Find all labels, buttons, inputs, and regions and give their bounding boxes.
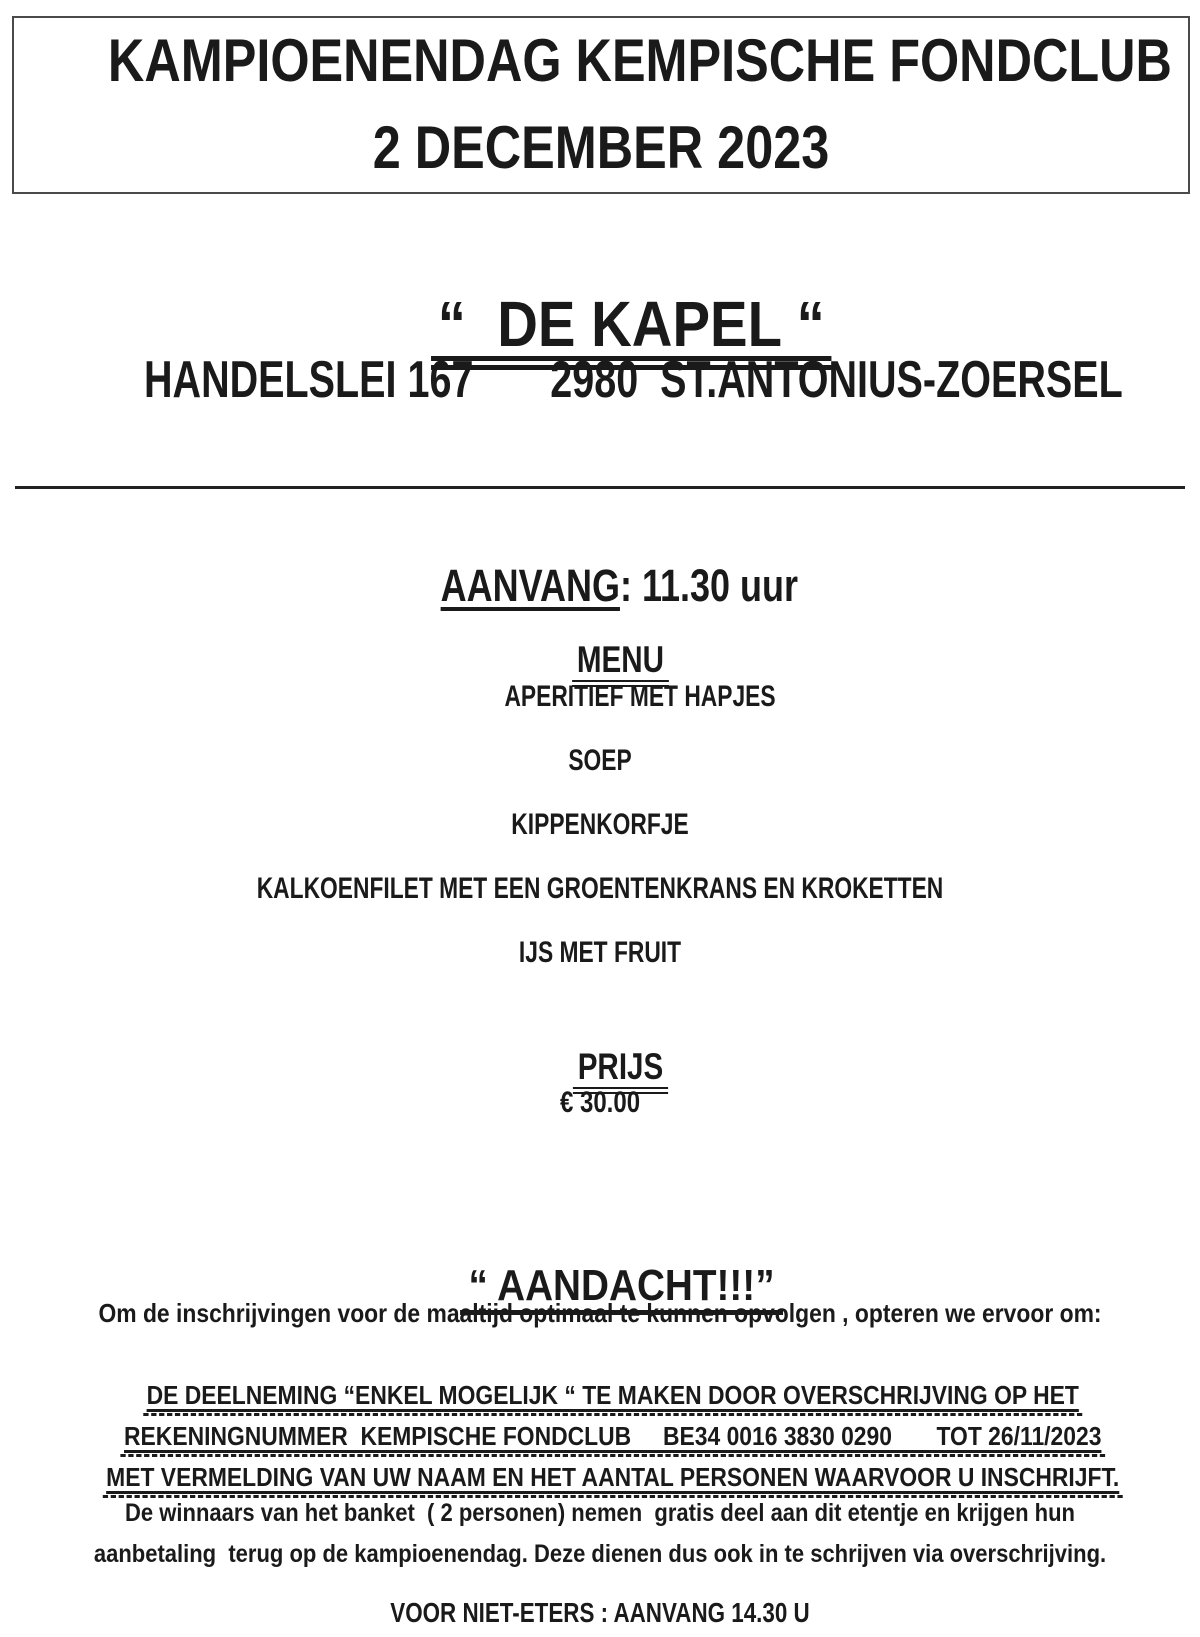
- event-title: KAMPIOENENDAG KEMPISCHE FONDCLUB: [107, 27, 1172, 94]
- header-box: [12, 16, 1190, 194]
- menu-item: KIPPENKORFJE: [511, 808, 689, 841]
- payment-instruction-text: DE DEELNEMING “ENKEL MOGELIJK “ TE MAKEN DOOR OVERSCHRIJVING OP HET: [143, 1382, 1082, 1416]
- attention-title: [72, 1220, 1128, 1359]
- winners-note-line-2: aanbetaling terug op de kampioenendag. Deze dienen dus ook in te schrijven via overschrijving.: [93, 1540, 1107, 1568]
- menu-items: [0, 665, 1200, 985]
- start-time-value: : 11.30 uur: [619, 560, 799, 611]
- payment-instruction-text: MET VERMELDING VAN UW NAAM EN HET AANTAL PERSONEN WAARVOOR U INSCHRIJFT.: [103, 1464, 1123, 1498]
- menu-item: APERITIEF MET HAPJES: [504, 680, 776, 713]
- menu-title-text: MENU: [572, 641, 669, 687]
- payment-instruction-text: REKENINGNUMMER KEMPISCHE FONDCLUB BE34 0016 3830 0290 TOT 26/11/2023: [120, 1423, 1104, 1457]
- menu-item: KALKOENFILET MET EEN GROENTENKRANS EN KROKETTEN: [256, 872, 944, 905]
- attention-intro: Om de inschrijvingen voor de maaltijd optimaal te kunnen opvolgen , opteren we ervoor om:: [98, 1298, 1102, 1328]
- menu-item: IJS MET FRUIT: [518, 936, 682, 969]
- price-amount: € 30.00: [559, 1086, 641, 1119]
- section-divider: [15, 486, 1185, 489]
- non-eaters-note: VOOR NIET-ETERS : AANVANG 14.30 U: [390, 1597, 810, 1628]
- start-time-label: AANVANG: [440, 560, 620, 611]
- venue-address: HANDELSLEI 167 2980 ST.ANTONIUS-ZOERSEL: [144, 351, 1123, 409]
- attention-title-text: “ AANDACHT!!!”: [460, 1264, 784, 1315]
- winners-note-line-1: De winnaars van het banket ( 2 personen) nemen gratis deel aan dit etentje en krijgen hun: [125, 1499, 1075, 1527]
- price-title-text: PRIJS: [573, 1048, 668, 1094]
- venue-name-text: “ DE KAPEL “: [431, 292, 832, 370]
- menu-item: SOEP: [568, 744, 632, 777]
- event-date: 2 DECEMBER 2023: [372, 114, 830, 181]
